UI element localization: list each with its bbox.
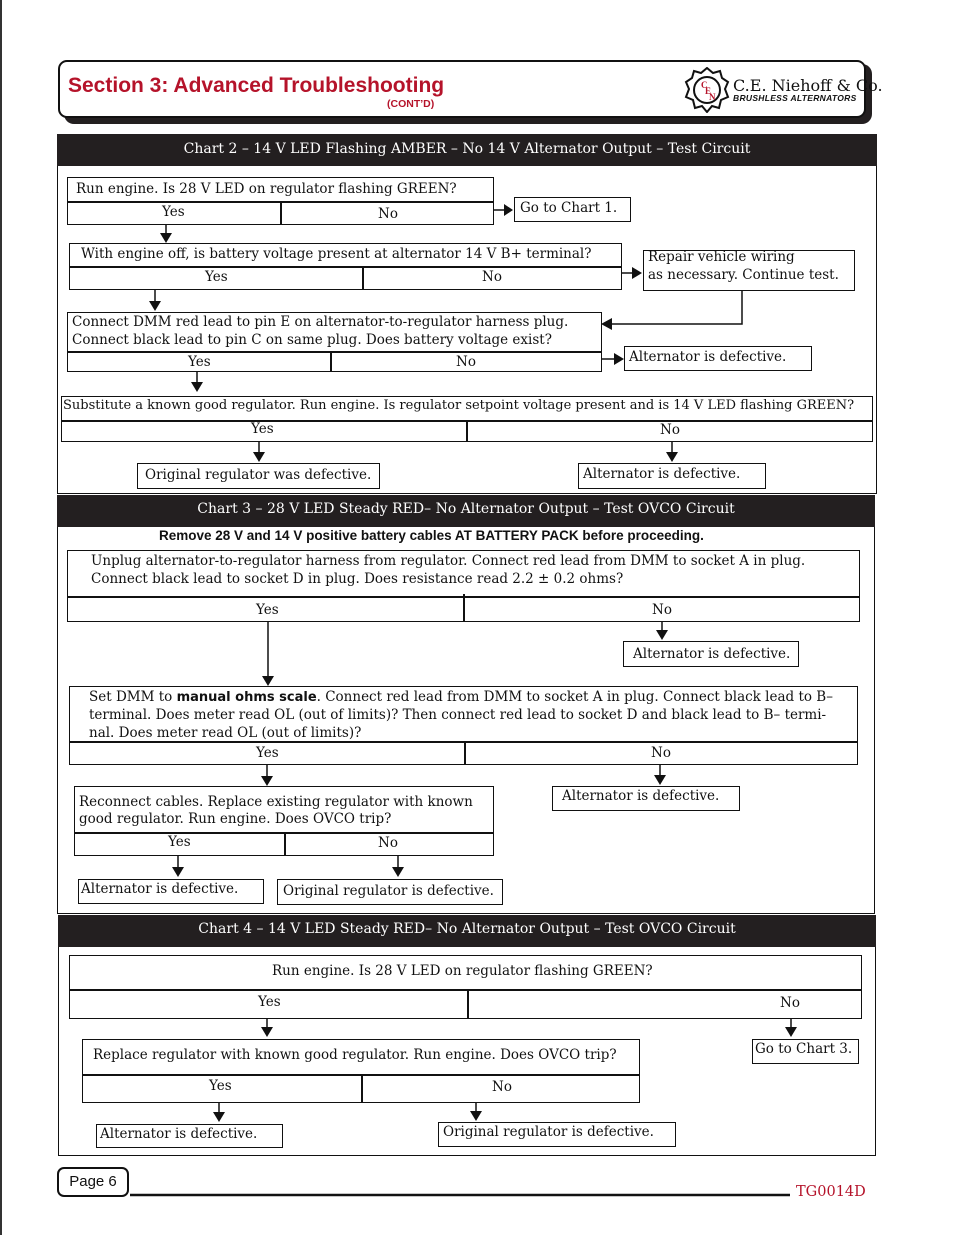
chart4-title: Chart 4 – 14 V LED Steady RED– No Alternator Output – Test OVCO Circuit [58, 915, 876, 947]
chart3-warning: Remove 28 V and 14 V positive battery cables AT BATTERY PACK before proceeding. [159, 528, 704, 543]
chart3-q1-yes: Yes [256, 602, 279, 618]
chart3-q1-l2: Connect black lead to socket D in plug. Does resistance read 2.2 ± 0.2 ohms? [91, 571, 624, 587]
chart3-q2-yes: Yes [256, 745, 279, 761]
section-continued: (CONT’D) [387, 98, 435, 110]
chart2-q3-l1: Connect DMM red lead to pin E on alternator-to-regulator harness plug. [72, 314, 569, 330]
chart3-q2-l1: Set DMM to manual ohms scale. Connect red lead from DMM to socket A in plug. Connect black lead to B– [89, 689, 833, 705]
logo-letter-e: E [705, 86, 712, 96]
section-title: Section 3: Advanced Troubleshooting [68, 74, 445, 97]
chart2-repair-l2: as necessary. Continue test. [648, 267, 839, 283]
page-number: Page 6 [57, 1167, 129, 1197]
chart4-q2-no: No [492, 1079, 512, 1095]
chart3-q1-l1: Unplug alternator-to-regulator harness from regulator. Connect red lead from DMM to socket A in plug. [91, 553, 806, 569]
company-name: C.E. Niehoff & Co. [733, 76, 883, 95]
chart3-q3-l2: good regulator. Run engine. Does OVCO trip? [79, 811, 392, 827]
chart2-q4-no: No [660, 422, 680, 438]
chart3-q3-yes: Yes [168, 834, 191, 850]
chart3-q1-no: No [652, 602, 672, 618]
chart3-q2-defective-text: Alternator is defective. [562, 788, 720, 804]
chart2-q4-text: Substitute a known good regulator. Run engine. Is regulator setpoint voltage present and is 14 V LED flashing GREEN? [63, 398, 855, 413]
chart2-q3-yes: Yes [188, 354, 211, 370]
chart3-title: Chart 3 – 28 V LED Steady RED– No Alternator Output – Test OVCO Circuit [57, 495, 875, 527]
chart4-q2-text: Replace regulator with known good regulator. Run engine. Does OVCO trip? [93, 1047, 617, 1063]
chart2-q2-no: No [482, 269, 502, 285]
chart4-goto-chart3-text: Go to Chart 3. [755, 1041, 853, 1057]
chart3-q2-l3: nal. Does meter read OL (out of limits)? [89, 725, 362, 741]
chart2-repair-l1: Repair vehicle wiring [648, 249, 795, 265]
chart2-q2-text: With engine off, is battery voltage present at alternator 14 V B+ terminal? [81, 246, 592, 262]
chart2-q3-l2: Connect black lead to pin C on same plug. Does battery voltage exist? [72, 332, 552, 348]
chart2-q1-yes: Yes [162, 204, 185, 220]
chart3-q3-l1: Reconnect cables. Replace existing regulator with known [79, 794, 473, 810]
company-tagline: BRUSHLESS ALTERNATORS [733, 93, 857, 103]
chart2-q4-yes-result-text: Original regulator was defective. [145, 467, 372, 483]
chart2-q1-no: No [378, 206, 398, 222]
chart2-q3-no: No [456, 354, 476, 370]
chart4-q1-text: Run engine. Is 28 V LED on regulator flashing GREEN? [272, 963, 653, 979]
chart2-q4-no-result-text: Alternator is defective. [583, 466, 741, 482]
logo-letter-n: N [709, 92, 716, 102]
chart2-goto-chart1-text: Go to Chart 1. [520, 200, 618, 216]
document-id: TG0014D [796, 1184, 866, 1200]
chart3-q3-no-result-text: Original regulator is defective. [283, 883, 494, 899]
chart4-q1-yes: Yes [258, 994, 281, 1010]
logo-letter-c: C [701, 80, 708, 90]
chart3-q2-emphasis: manual ohms scale [176, 690, 317, 705]
chart2-q2-yes: Yes [205, 269, 228, 285]
chart3-q2-l2: terminal. Does meter read OL (out of limits)? Then connect red lead to socket D and black lead to B– termi- [89, 707, 827, 723]
arrowheads [149, 204, 797, 1122]
chart3-q1-defective-text: Alternator is defective. [633, 646, 791, 662]
chart4-q2-no-result-text: Original regulator is defective. [443, 1124, 654, 1140]
chart2-q3-defective-text: Alternator is defective. [629, 349, 787, 365]
chart2-q1-text: Run engine. Is 28 V LED on regulator flashing GREEN? [76, 181, 457, 197]
chart4-q2-yes: Yes [209, 1078, 232, 1094]
chart4-q1-no: No [780, 995, 800, 1011]
chart2-q4-yes: Yes [251, 421, 274, 437]
chart3-q3-yes-result-text: Alternator is defective. [81, 881, 239, 897]
chart3-q2-no: No [651, 745, 671, 761]
chart3-q3-no: No [378, 835, 398, 851]
chart4-q2-yes-result-text: Alternator is defective. [100, 1126, 258, 1142]
chart2-title: Chart 2 – 14 V LED Flashing AMBER – No 14 V Alternator Output – Test Circuit [57, 134, 877, 166]
